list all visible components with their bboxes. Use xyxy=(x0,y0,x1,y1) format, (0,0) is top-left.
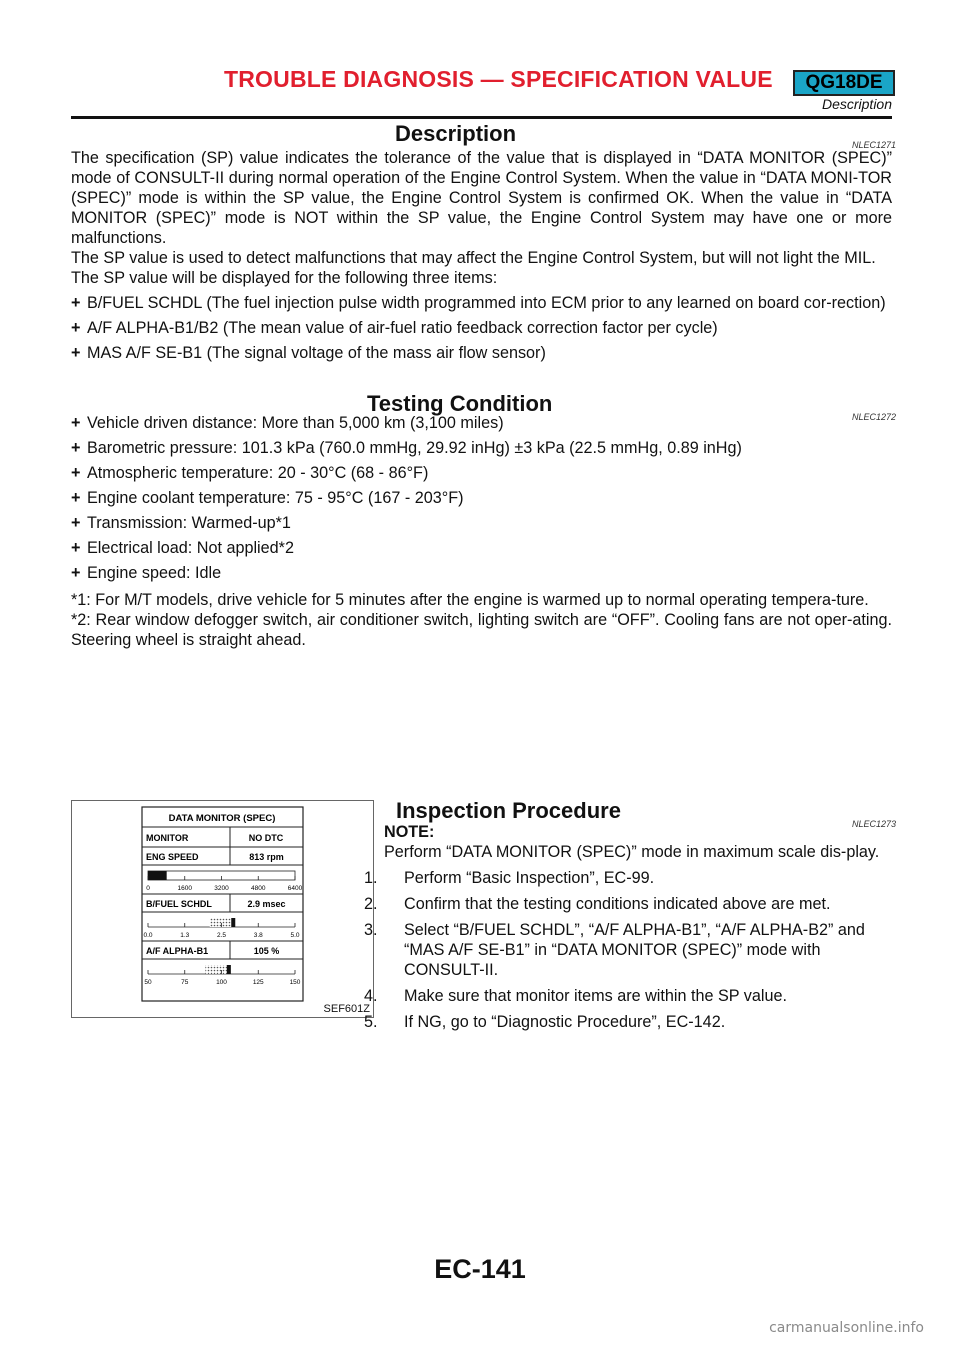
tick-label: 100 xyxy=(216,979,227,986)
list-item: + Transmission: Warmed-up*1 xyxy=(71,514,291,532)
note-text: Perform “DATA MONITOR (SPEC)” mode in maximum scale dis-play. xyxy=(384,843,880,861)
row-label: B/FUEL SCHDL xyxy=(146,899,212,909)
inspection-title: Inspection Procedure xyxy=(396,798,621,823)
bullet-icon: + xyxy=(71,514,81,532)
engine-badge: QG18DE xyxy=(793,70,895,96)
page-number: EC-141 xyxy=(434,1254,526,1284)
bullet-icon: + xyxy=(71,464,81,482)
bullet-icon: + xyxy=(71,564,81,582)
list-item: + A/F ALPHA-B1/B2 (The mean value of air-fuel ratio feedback correction factor per cycle) xyxy=(71,319,718,337)
description-body xyxy=(71,148,892,363)
description-list xyxy=(71,293,892,363)
watermark: carmanualsonline.info xyxy=(769,1320,924,1336)
header-subtitle: Description xyxy=(821,96,892,112)
tick-label: 1.3 xyxy=(180,932,190,939)
list-item: + B/FUEL SCHDL (The fuel injection pulse width programmed into ECM prior to any learned on board cor-rection) xyxy=(71,294,886,312)
tick-label: 4800 xyxy=(251,885,266,892)
bar-marker xyxy=(227,965,231,974)
tick-label: 0.0 xyxy=(143,932,153,939)
figure-label: SEF601Z xyxy=(323,1003,370,1015)
description-code: NLEC1271 xyxy=(852,140,897,150)
monitor-value: NO DTC xyxy=(248,833,284,843)
bullet-icon: + xyxy=(71,539,81,557)
list-item: 5. If NG, go to “Diagnostic Procedure”, EC-142. xyxy=(364,1013,726,1031)
tick-label: 1600 xyxy=(177,885,192,892)
header-title: TROUBLE DIAGNOSIS — SPECIFICATION VALUE xyxy=(224,66,773,92)
data-monitor-figure xyxy=(71,800,374,1018)
list-item: + Atmospheric temperature: 20 - 30°C (68 - 86°F) xyxy=(71,464,429,482)
bullet-icon: + xyxy=(71,414,81,432)
description-paragraph: The SP value is used to detect malfunctions that may affect the Engine Control System, but will not light the MIL. xyxy=(71,249,876,267)
bullet-icon: + xyxy=(71,319,81,337)
tick-label: 50 xyxy=(144,979,152,986)
testing-footnote: *1: For M/T models, drive vehicle for 5 minutes after the engine is warmed up to normal operating tempera-ture. xyxy=(71,591,869,609)
tick-label: 6400 xyxy=(287,885,303,892)
data-monitor-screen xyxy=(72,801,373,1017)
bullet-icon: + xyxy=(71,294,81,312)
inspection-code: NLEC1273 xyxy=(852,819,897,829)
row-label: ENG SPEED xyxy=(146,852,199,862)
tick-label: 75 xyxy=(181,979,189,986)
note-label: NOTE: xyxy=(384,823,435,841)
testing-body xyxy=(71,413,892,650)
tick-label: 2.5 xyxy=(216,932,227,939)
testing-title: Testing Condition xyxy=(367,391,553,416)
tick-label: 150 xyxy=(289,979,301,986)
list-item: + Vehicle driven distance: More than 5,000 km (3,100 miles) xyxy=(71,414,504,432)
tick-label: 125 xyxy=(252,979,264,986)
list-item: 4. Make sure that monitor items are within the SP value. xyxy=(364,987,787,1005)
row-value: 2.9 msec xyxy=(247,899,286,909)
testing-footnote: *2: Rear window defogger switch, air conditioner switch, lighting switch are “OFF”. Cooling fans are not oper-ating. Steering wheel is straight ahead. xyxy=(71,611,892,649)
row-label: A/F ALPHA-B1 xyxy=(146,946,209,956)
list-item: + Electrical load: Not applied*2 xyxy=(71,539,294,557)
bar-marker xyxy=(231,918,235,927)
bullet-icon: + xyxy=(71,489,81,507)
description-title: Description xyxy=(395,121,517,146)
screen-title: DATA MONITOR (SPEC) xyxy=(168,813,276,824)
tick-label: 0 xyxy=(146,885,150,892)
row-value: 813 rpm xyxy=(249,852,284,862)
list-item: + Engine speed: Idle xyxy=(71,564,222,582)
row-value: 105 % xyxy=(253,946,280,956)
testing-list xyxy=(71,413,892,583)
bar-range xyxy=(205,965,229,974)
bullet-icon: + xyxy=(71,439,81,457)
tick-label: 3200 xyxy=(214,885,229,892)
bullet-icon: + xyxy=(71,344,81,362)
monitor-label: MONITOR xyxy=(146,833,189,843)
list-item: + MAS A/F SE-B1 (The signal voltage of the mass air flow sensor) xyxy=(71,344,546,362)
description-paragraph: The specification (SP) value indicates the tolerance of the value that is displayed in “DATA MONITOR (SPEC)” mode of CONSULT-II during normal operation of the Engine Control System. When the value in “DATA MONI-TOR (SPEC)” mode is within the SP value, the Engine Control System is confirmed OK. When the value in “DATA MONITOR (SPEC)” mode is NOT within the SP value, the Engine Control System may have one or more malfunctions. xyxy=(71,149,892,247)
description-paragraph: The SP value will be displayed for the following three items: xyxy=(71,269,498,287)
list-item: 3. Select “B/FUEL SCHDL”, “A/F ALPHA-B1”, “A/F ALPHA-B2” and “MAS A/F SE-B1” in “DATA MONITOR (SPEC)” mode with CONSULT-II. xyxy=(364,921,865,979)
inspection-body xyxy=(364,822,892,1038)
list-item: 1. Perform “Basic Inspection”, EC-99. xyxy=(364,869,655,887)
tick-label: 5.0 xyxy=(290,932,300,939)
list-item: 2. Confirm that the testing conditions indicated above are met. xyxy=(364,895,831,913)
list-item: + Engine coolant temperature: 75 - 95°C (167 - 203°F) xyxy=(71,489,464,507)
testing-code: NLEC1272 xyxy=(852,412,897,422)
list-item: + Barometric pressure: 101.3 kPa (760.0 mmHg, 29.92 inHg) ±3 kPa (22.5 mmHg, 0.89 inHg) xyxy=(71,439,742,457)
bar-fill xyxy=(148,871,167,880)
header-rule xyxy=(71,116,892,119)
tick-label: 3.8 xyxy=(253,932,263,939)
